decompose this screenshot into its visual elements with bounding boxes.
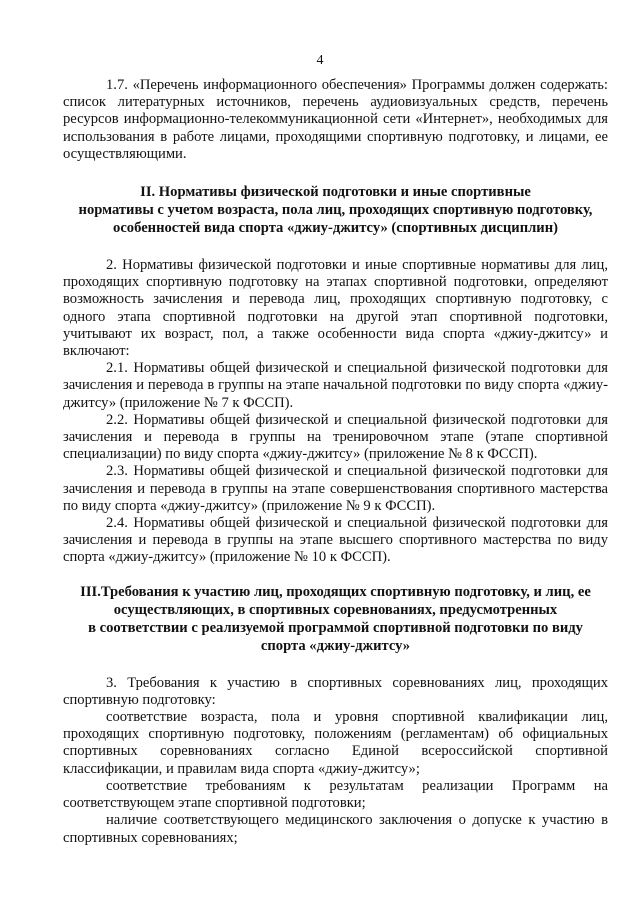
section-3-heading <box>63 583 608 655</box>
heading-line: в соответствии с реализуемой программой спортивной подготовки по виду <box>88 619 583 636</box>
paragraph-2-2: 2.2. Нормативы общей физической и специальной физической подготовки для зачисления и перевода в группы на тренировочном этапе (этапе спортивной специализации) по виду спорта «джиу-джитсу» (приложение № 8 к ФССП). <box>63 411 608 463</box>
paragraph-2-1: 2.1. Нормативы общей физической и специальной физической подготовки для зачисления и перевода в группы на этапе начальной подготовки по виду спорта «джиу-джитсу» (приложение № 7 к ФССП). <box>63 360 608 411</box>
heading-line: осуществляющих, в спортивных соревнованиях, предусмотренных <box>113 601 558 618</box>
section-2-heading <box>63 183 608 237</box>
heading-line: нормативы с учетом возраста, пола лиц, проходящих спортивную подготовку, <box>78 202 593 219</box>
requirement-item: соответствие требованиям к результатам реализации Программ на соответствующем этапе спортивной подготовки; <box>63 777 608 812</box>
paragraph-2: 2. Нормативы физической подготовки и иные спортивные нормативы для лиц, проходящих спортивную подготовку на этапах спортивной подготовки, определяют возможность зачисления и перевода лиц, проходящих спортивную подготовку, с одного этапа спортивной подготовки на другой этап спортивной подготовки, учитывают их возраст, пол, а также особенности вида спорта «джиу-джитсу» и включают: <box>63 257 608 360</box>
heading-line: спорта «джиу-джитсу» <box>260 637 411 654</box>
page-number: 4 <box>316 53 324 68</box>
page-body <box>63 77 608 847</box>
paragraph-1-7: 1.7. «Перечень информационного обеспечения» Программы должен содержать: список литературных источников, перечень аудиовизуальных средств, перечень ресурсов информационно-телекоммуникационной сети «Интернет», необходимых для использования в работе лицами, проходящими спортивную подготовку, и лицами, ее осуществляющими. <box>63 77 608 162</box>
requirement-item: наличие соответствующего медицинского заключения о допуске к участию в спортивных соревнованиях; <box>63 812 608 846</box>
paragraph-2-3: 2.3. Нормативы общей физической и специальной физической подготовки для зачисления и перевода в группы на этапе совершенствования спортивного мастерства по виду спорта «джиу-джитсу» (приложение № 9 к ФССП). <box>63 463 608 514</box>
paragraph-3: 3. Требования к участию в спортивных соревнованиях лиц, проходящих спортивную подготовку: <box>63 674 608 708</box>
heading-line: особенностей вида спорта «джиу-джитсу» (спортивных дисциплин) <box>113 220 558 237</box>
requirement-item: соответствие возраста, пола и уровня спортивной квалификации лиц, проходящих спортивную подготовку, положениям (регламентам) об официальных спортивных соревнованиях согласно Единой всероссийской спортивной классификации, и правилам вида спорта «джиу-джитсу»; <box>63 709 608 777</box>
heading-line: II. Нормативы физической подготовки и иные спортивные <box>140 184 531 201</box>
heading-line: III.Требования к участию лиц, проходящих спортивную подготовку, и лиц, ее <box>80 583 591 600</box>
paragraph-2-4: 2.4. Нормативы общей физической и специальной физической подготовки для зачисления и перевода в группы на этапе высшего спортивного мастерства по виду спорта «джиу-джитсу» (приложение № 10 к ФССП). <box>63 515 608 566</box>
